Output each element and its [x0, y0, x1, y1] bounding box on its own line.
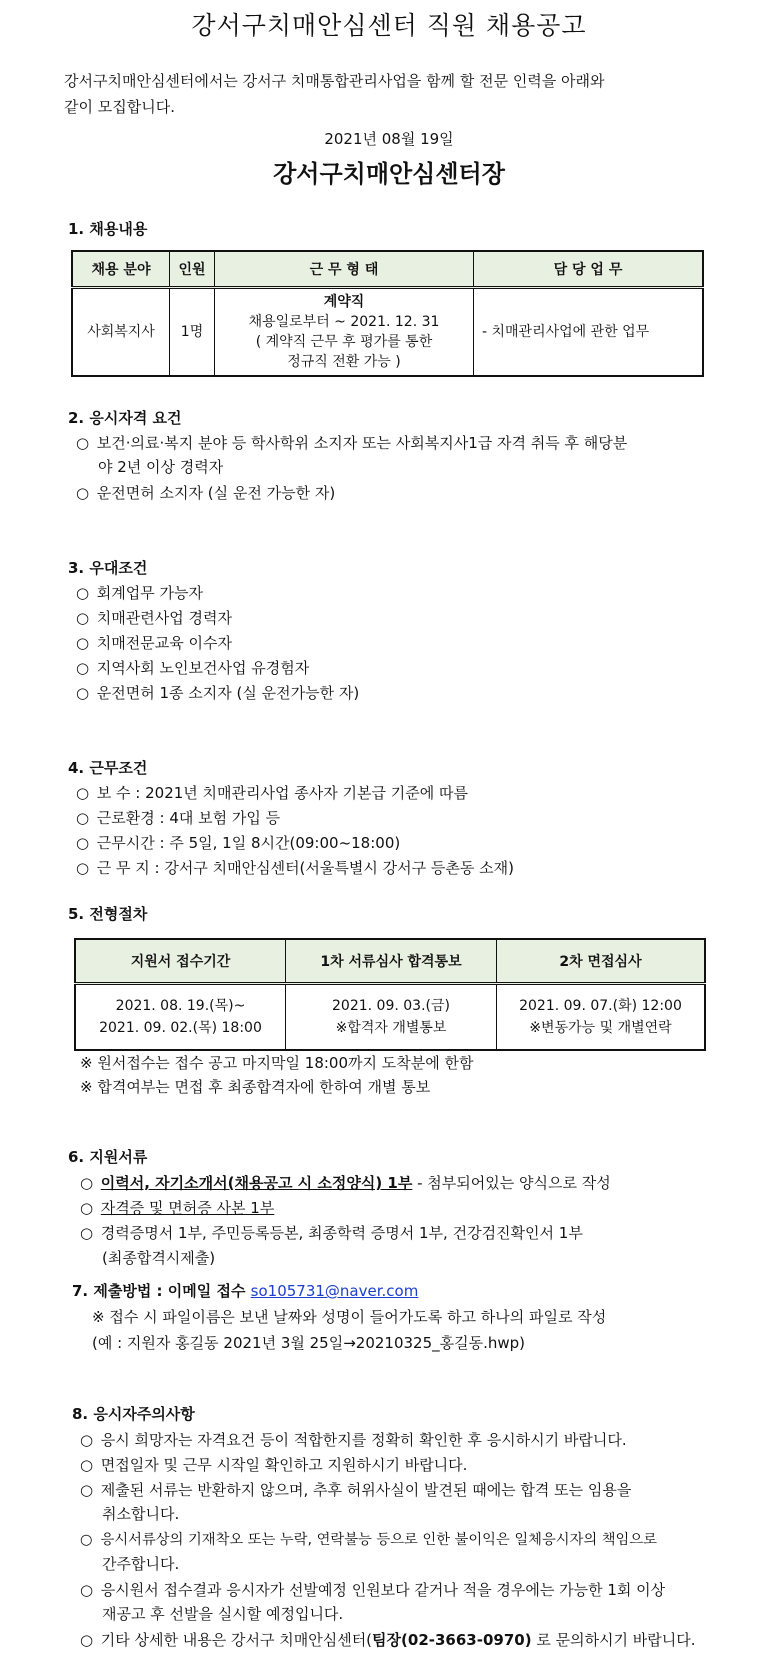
- section-8-heading: 8. 응시자주의사항: [72, 1405, 195, 1423]
- work-type-title: 계약직: [323, 294, 365, 310]
- bullet-icon: ○: [80, 1581, 94, 1599]
- cell-count: 1명: [170, 288, 215, 377]
- bullet-icon: ○: [80, 1199, 94, 1217]
- bullet-icon: ○: [76, 684, 90, 702]
- bullet-icon: ○: [76, 784, 90, 802]
- document-item-2: ○ 자격증 및 면허증 사본 1부: [80, 1199, 275, 1217]
- organization-name: 강서구치매안심센터장: [273, 160, 505, 188]
- caution-item-5-cont: 재공고 후 선발을 실시할 예정입니다.: [102, 1605, 344, 1623]
- caution-item-6: ○ 기타 상세한 내용은 강서구 치매안심센터(팀장(02-3663-0970) 로 문의하시기 바랍니다.: [80, 1631, 696, 1649]
- recruitment-table: [71, 250, 704, 377]
- condition-item: ○ 근로환경 : 4대 보험 가입 등: [76, 809, 281, 827]
- bullet-icon: ○: [76, 659, 90, 677]
- intro-line-2: 같이 모집합니다.: [64, 98, 175, 116]
- submission-note-2: (예 : 지원자 홍길동 2021년 3월 25일→20210325_홍길동.hwp): [92, 1334, 526, 1352]
- bullet-icon: ○: [76, 484, 90, 502]
- work-type-line-2: ( 계약직 근무 후 평가를 통한: [255, 334, 433, 350]
- condition-item: ○ 보 수 : 2021년 치매관리사업 종사자 기본급 기준에 따름: [76, 784, 468, 802]
- process-note-2: ※ 합격여부는 면접 후 최종합격자에 한하여 개별 통보: [80, 1078, 431, 1096]
- preference-item: ○ 치매전문교육 이수자: [76, 634, 232, 652]
- caution-item-4: ○ 응시서류상의 기재착오 또는 누락, 연락불능 등으로 인한 불이익은 일체응시자의 책임으로: [80, 1532, 657, 1548]
- document-item-3: ○ 경력증명서 1부, 주민등록등본, 최종학력 증명서 1부, 건강검진확인서 1부: [80, 1224, 583, 1242]
- bullet-icon: ○: [80, 1456, 94, 1474]
- bullet-icon: ○: [76, 809, 90, 827]
- qualification-item-1-cont: 야 2년 이상 경력자: [98, 458, 224, 476]
- cell-field: 사회복지사: [72, 288, 170, 377]
- bullet-icon: ○: [76, 434, 90, 452]
- section-1-heading: 1. 채용내용: [68, 220, 148, 238]
- notice-date: 2021년 08월 19일: [324, 130, 454, 148]
- bullet-icon: ○: [76, 634, 90, 652]
- email-link[interactable]: so105731@naver.com: [250, 1282, 419, 1300]
- caution-item-1: ○ 응시 희망자는 자격요건 등이 적합한지를 정확히 확인한 후 응시하시기 바랍니다.: [80, 1431, 627, 1449]
- cell-interview: 2021. 09. 07.(화) 12:00 ※변동가능 및 개별연락: [497, 984, 706, 1051]
- cell-work-type: [215, 288, 474, 377]
- section-7-heading: 7. 제출방법 : 이메일 접수 so105731@naver.com: [72, 1282, 419, 1300]
- page-title: 강서구치매안심센터 직원 채용공고: [191, 11, 587, 40]
- bullet-icon: ○: [80, 1431, 94, 1449]
- process-note-1: ※ 원서접수는 접수 공고 마지막일 18:00까지 도착분에 한함: [80, 1054, 474, 1072]
- cell-document-review: 2021. 09. 03.(금) ※합격자 개별통보: [286, 984, 497, 1051]
- header-duty: 담 당 업 무: [474, 251, 704, 288]
- bullet-icon: ○: [76, 834, 90, 852]
- section-2-heading: 2. 응시자격 요건: [68, 409, 182, 427]
- caution-item-2: ○ 면접일자 및 근무 시작일 확인하고 지원하시기 바랍니다.: [80, 1456, 468, 1474]
- contact-number: 팀장(02-3663-0970): [372, 1631, 532, 1649]
- bullet-icon: ○: [76, 584, 90, 602]
- work-type-line-3: 정규직 전환 가능 ): [287, 354, 401, 370]
- document-item-3-cont: (최종합격시제출): [102, 1249, 216, 1267]
- document-item-1: ○ 이력서, 자기소개서(채용공고 시 소정양식) 1부 - 첨부되어있는 양식으로 작성: [80, 1174, 611, 1192]
- header-interview: 2차 면접심사: [497, 939, 706, 984]
- bullet-icon: ○: [80, 1481, 94, 1499]
- section-6-heading: 6. 지원서류: [68, 1148, 148, 1166]
- header-work-type: 근 무 형 태: [215, 251, 474, 288]
- bullet-icon: ○: [80, 1224, 94, 1242]
- bullet-icon: ○: [80, 1631, 94, 1649]
- section-3-heading: 3. 우대조건: [68, 559, 148, 577]
- condition-item: ○ 근 무 지 : 강서구 치매안심센터(서울특별시 강서구 등촌동 소재): [76, 859, 514, 877]
- caution-item-3: ○ 제출된 서류는 반환하지 않으며, 추후 허위사실이 발견된 때에는 합격 또는 임용을: [80, 1481, 632, 1499]
- qualification-item-1: ○ 보건·의료·복지 분야 등 학사학위 소지자 또는 사회복지사1급 자격 취득 후 해당분: [76, 434, 628, 452]
- section-5-heading: 5. 전형절차: [68, 905, 148, 923]
- preference-item: ○ 회계업무 가능자: [76, 584, 203, 602]
- header-document-review: 1차 서류심사 합격통보: [286, 939, 497, 984]
- intro-line-1: 강서구치매안심센터에서는 강서구 치매통합관리사업을 함께 할 전문 인력을 아래와: [64, 72, 605, 90]
- section-4-heading: 4. 근무조건: [68, 759, 148, 777]
- caution-item-3-cont: 취소합니다.: [102, 1505, 180, 1523]
- header-count: 인원: [170, 251, 215, 288]
- selection-process-table: [74, 938, 706, 1051]
- caution-item-5: ○ 응시원서 접수결과 응시자가 선발예정 인원보다 같거나 적을 경우에는 가능한 1회 이상: [80, 1581, 666, 1599]
- work-type-line-1: 채용일로부터 ~ 2021. 12. 31: [248, 314, 440, 330]
- qualification-item-2: ○ 운전면허 소지자 (실 운전 가능한 자): [76, 484, 336, 502]
- caution-item-4-cont: 간주합니다.: [102, 1555, 180, 1573]
- header-application-period: 지원서 접수기간: [75, 939, 286, 984]
- preference-item: ○ 치매관련사업 경력자: [76, 609, 232, 627]
- preference-item: ○ 운전면허 1종 소지자 (실 운전가능한 자): [76, 684, 360, 702]
- submission-note-1: ※ 접수 시 파일이름은 보낸 날짜와 성명이 들어가도록 하고 하나의 파일로 작성: [92, 1308, 607, 1326]
- condition-item: ○ 근무시간 : 주 5일, 1일 8시간(09:00~18:00): [76, 834, 401, 852]
- bullet-icon: ○: [76, 609, 90, 627]
- cell-duty: - 치매관리사업에 관한 업무: [474, 288, 704, 377]
- cell-application-period: 2021. 08. 19.(목)~ 2021. 09. 02.(목) 18:00: [75, 984, 286, 1051]
- preference-item: ○ 지역사회 노인보건사업 유경험자: [76, 659, 310, 677]
- bullet-icon: ○: [80, 1174, 94, 1192]
- bullet-icon: ○: [76, 859, 90, 877]
- header-field: 채용 분야: [72, 251, 170, 288]
- bullet-icon: ○: [80, 1532, 93, 1548]
